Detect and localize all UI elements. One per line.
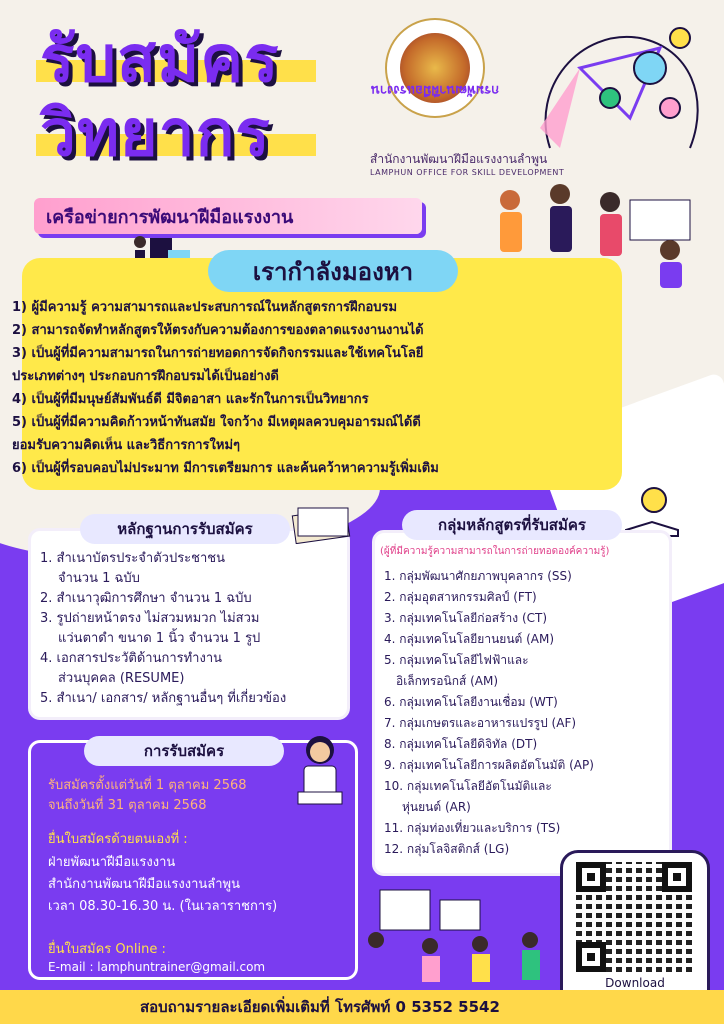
woman-reading-illustration <box>290 730 350 810</box>
qualifications-list <box>12 296 632 480</box>
dsd-logo <box>385 18 485 118</box>
course-group-item: 3. กลุ่มเทคโนโลยีก่อสร้าง (CT) <box>384 611 548 625</box>
apply-in-person-line: สำนักงานพัฒนาฝีมือแรงงานลำพูน <box>48 877 240 892</box>
course-group-item: 4. กลุ่มเทคโนโลยียานยนต์ (AM) <box>384 632 555 646</box>
qualification-item: 5) เป็นผู้ที่มีความคิดก้าวหน้าทันสมัย ใจกว้าง มีเหตุผลควบคุมอารมณ์ได้ดี <box>12 415 421 430</box>
course-groups-note: (ผู้ที่มีความรู้ความสามารถในการถ่ายทอดองค์ความรู้) <box>380 546 610 557</box>
qualification-item: 3) เป็นผู้ที่มีความสามารถในการถ่ายทอดการจัดกิจกรรมและใช้เทคโนโลยี <box>12 346 424 361</box>
documents-stack-icon <box>288 500 354 544</box>
contact-phone: สอบถามรายละเอียดเพิ่มเติมที่ โทรศัพท์ 0 5352 5542 <box>140 998 500 1016</box>
apply-email[interactable]: E-mail : lamphuntrainer@gmail.com <box>48 960 266 974</box>
logo-arc-text: กรมพัฒนาฝีมือแรงงาน <box>370 82 500 97</box>
qualification-item: ประเภทต่างๆ ประกอบการฝึกอบรมได้เป็นอย่างดี <box>12 369 279 384</box>
apply-in-person-line: เวลา 08.30-16.30 น. (ในเวลาราชการ) <box>48 899 278 914</box>
qr-caption-line1: Download <box>605 976 665 990</box>
course-group-item: 10. กลุ่มเทคโนโลยีอัตโนมัติและ <box>384 779 552 793</box>
looking-for-label: เรากำลังมองหา <box>252 257 414 286</box>
contact-bar <box>0 990 724 1024</box>
documents-heading-pill <box>80 514 290 544</box>
document-item: 5. สำเนา/ เอกสาร/ หลักฐานอื่นๆ ที่เกี่ยวข้อง <box>40 691 287 706</box>
course-group-item: 6. กลุ่มเทคโนโลยีงานเชื่อม (WT) <box>384 695 558 709</box>
office-name-en: LAMPHUN OFFICE FOR SKILL DEVELOPMENT <box>370 168 565 177</box>
application-end-date: จนถึงวันที่ 31 ตุลาคม 2568 <box>48 798 207 813</box>
course-group-item: หุ่นยนต์ (AR) <box>402 800 471 814</box>
poster-title-line1: รับสมัคร <box>40 23 280 97</box>
network-label: เครือข่ายการพัฒนาฝีมือแรงงาน <box>46 206 294 228</box>
application-heading-pill <box>84 736 284 766</box>
apply-online-heading: ยื่นใบสมัคร Online : <box>48 942 166 957</box>
looking-for-pill <box>208 250 458 292</box>
course-groups-heading-pill <box>402 510 622 540</box>
document-item: จำนวน 1 ฉบับ <box>58 571 140 586</box>
course-group-item: 2. กลุ่มอุตสาหกรรมศิลป์ (FT) <box>384 590 537 604</box>
team-work-illustration <box>360 880 560 988</box>
course-groups-heading: กลุ่มหลักสูตรที่รับสมัคร <box>438 516 586 534</box>
qr-finder-pattern <box>662 862 692 892</box>
course-group-item: 9. กลุ่มเทคโนโลยีการผลิตอัตโนมัติ (AP) <box>384 758 594 772</box>
office-name-th: สำนักงานพัฒนาฝีมือแรงงานลำพูน <box>370 152 548 166</box>
document-item: 4. เอกสารประวัติด้านการทำงาน <box>40 651 223 666</box>
documents-list <box>40 550 340 710</box>
document-item: 1. สำเนาบัตรประจำตัวประชาชน <box>40 551 226 566</box>
application-start-date: รับสมัครตั้งแต่วันที่ 1 ตุลาคม 2568 <box>48 778 247 793</box>
document-item: ส่วนบุคคล (RESUME) <box>58 671 185 686</box>
document-item: 2. สำเนาวุฒิการศึกษา จำนวน 1 ฉบับ <box>40 591 252 606</box>
qualification-item: 4) เป็นผู้ที่มีมนุษย์สัมพันธ์ดี มีจิตอาสา และรักในการเป็นวิทยากร <box>12 392 369 407</box>
course-group-item: 8. กลุ่มเทคโนโลยีดิจิทัล (DT) <box>384 737 538 751</box>
application-heading: การรับสมัคร <box>143 742 225 760</box>
course-group-item: 5. กลุ่มเทคโนโลยีไฟฟ้าและ <box>384 653 529 667</box>
qualification-item: 6) เป็นผู้ที่รอบคอบไม่ประมาท มีการเตรียมการ และค้นคว้าหาความรู้เพิ่มเติม <box>12 461 439 476</box>
document-item: แว่นตาดำ ขนาด 1 นิ้ว จำนวน 1 รูป <box>58 631 261 646</box>
document-item: 3. รูปถ่ายหน้าตรง ไม่สวมหมวก ไม่สวม <box>40 611 260 626</box>
qr-finder-pattern <box>576 942 606 972</box>
documents-heading: หลักฐานการรับสมัคร <box>117 520 253 538</box>
course-group-item: 1. กลุ่มพัฒนาศักยภาพบุคลากร (SS) <box>384 569 572 583</box>
course-group-item: 12. กลุ่มโลจิสติกส์ (LG) <box>384 842 510 856</box>
network-banner <box>34 198 422 234</box>
qr-finder-pattern <box>576 862 606 892</box>
qualification-item: 2) สามารถจัดทำหลักสูตรให้ตรงกับความต้องการของตลาดแรงงานงานได้ <box>12 323 424 338</box>
course-group-item: 7. กลุ่มเกษตรและอาหารแปรรูป (AF) <box>384 716 577 730</box>
apply-in-person-line: ฝ่ายพัฒนาฝีมือแรงงาน <box>48 855 176 870</box>
application-dates <box>48 776 247 816</box>
qualification-item: ยอมรับความคิดเห็น และวิธีการการใหม่ๆ <box>12 438 240 453</box>
qualification-item: 1) ผู้มีความรู้ ความสามารถและประสบการณ์ในหลักสูตรการฝึกอบรม <box>12 300 398 315</box>
course-groups-list <box>384 566 669 860</box>
apply-in-person-heading: ยื่นใบสมัครด้วยตนเองที่ : <box>48 832 188 847</box>
poster-title-line2: วิทยากร <box>40 97 271 171</box>
course-group-item: อิเล็กทรอนิกส์ (AM) <box>396 674 499 688</box>
apply-in-person-details <box>48 852 277 918</box>
idea-head-illustration <box>520 8 720 158</box>
course-group-item: 11. กลุ่มท่องเที่ยวและบริการ (TS) <box>384 821 561 835</box>
